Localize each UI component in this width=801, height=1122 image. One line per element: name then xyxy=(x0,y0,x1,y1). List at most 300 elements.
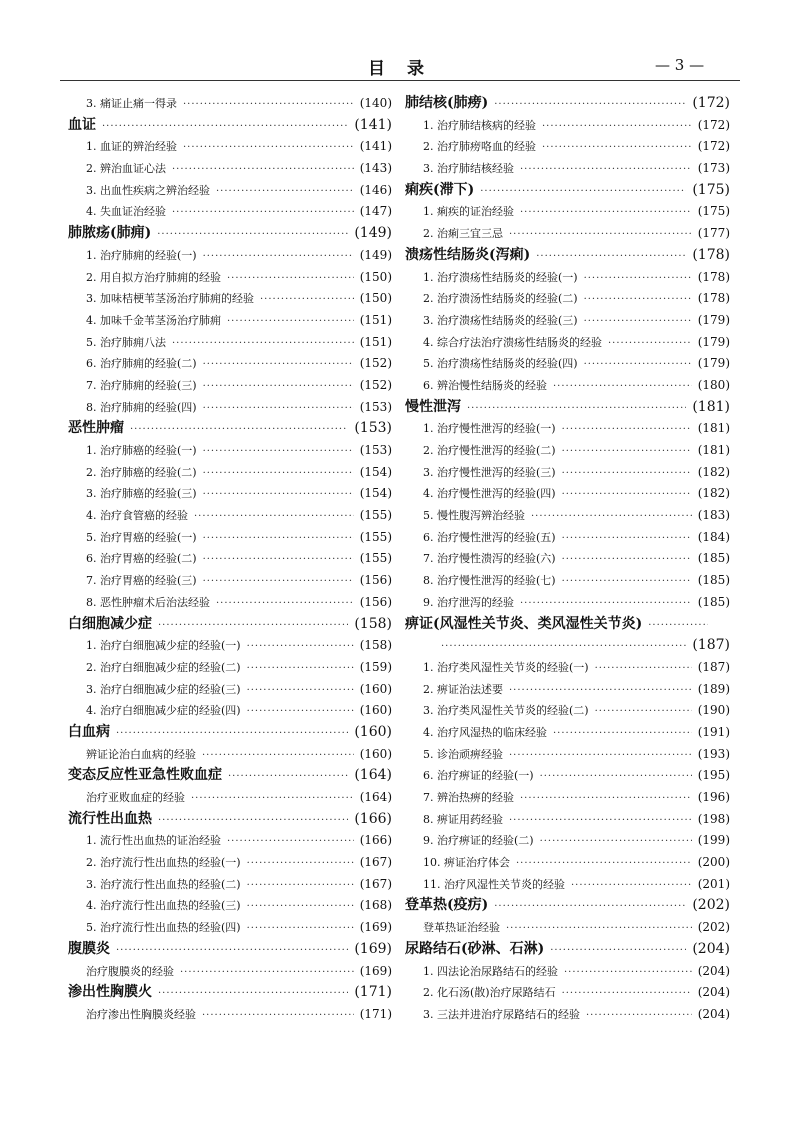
toc-entry[interactable] xyxy=(405,765,730,787)
toc-entry-text: 3. 出血性疾病之辨治经验 xyxy=(86,183,210,197)
toc-page-number: ( 140 ) xyxy=(360,93,392,115)
dot-leader xyxy=(247,875,354,897)
toc-heading-text: 登革热(疫疠) xyxy=(405,897,489,914)
toc-entry-text: 6. 治疗慢性泄泻的经验(五) xyxy=(423,530,556,544)
dot-leader xyxy=(183,137,354,159)
dot-leader xyxy=(595,658,692,680)
toc-entry[interactable] xyxy=(68,267,392,289)
toc-heading-text: 溃疡性结肠炎(泻痢) xyxy=(405,246,531,263)
toc-entry-text: 登革热证治经验 xyxy=(423,921,500,935)
toc-page-number: ( 178 ) xyxy=(698,288,730,310)
dot-leader xyxy=(584,311,692,333)
toc-entry-text: 1. 治疗慢性泄泻的经验(一) xyxy=(423,422,556,436)
toc-page-number: ( 155 ) xyxy=(360,548,392,570)
dot-leader xyxy=(531,506,692,528)
toc-entry[interactable] xyxy=(405,375,730,397)
toc-page-number: ( 164 ) xyxy=(354,765,392,787)
toc-page-number: ( 166 ) xyxy=(354,809,392,831)
toc-page-number: ( 187 ) xyxy=(698,657,730,679)
toc-entry[interactable] xyxy=(68,136,392,158)
toc-page-number: ( 156 ) xyxy=(360,592,392,614)
dot-leader xyxy=(247,896,354,918)
toc-entry[interactable] xyxy=(68,657,392,679)
toc-entry-text: 7. 治疗肺痈的经验(三) xyxy=(86,378,197,392)
toc-entry-text: 4. 治疗慢性泄泻的经验(四) xyxy=(423,487,556,501)
dot-leader xyxy=(509,224,692,246)
toc-page-number: ( 172 ) xyxy=(692,93,730,115)
toc-entry-text: 8. 痹证用药经验 xyxy=(423,812,503,826)
toc-heading-text: 腹膜炎 xyxy=(68,940,110,957)
toc-entry[interactable] xyxy=(405,592,730,614)
toc-entry[interactable] xyxy=(68,700,392,722)
toc-entry-text: 治疗渗出性胸膜炎经验 xyxy=(86,1007,196,1021)
toc-entry-text: 治疗亚败血症的经验 xyxy=(86,791,185,804)
toc-entry-text: 3. 治疗溃疡性结肠炎的经验(三) xyxy=(423,313,578,327)
toc-entry-text: 1. 流行性出血热的证治经验 xyxy=(86,834,221,848)
dot-leader xyxy=(494,94,686,116)
toc-page-number: ( 154 ) xyxy=(360,462,392,484)
toc-entry-text: 2. 辨治血证心法 xyxy=(86,162,166,176)
toc-entry-text: 3. 痛证止痛一得录 xyxy=(86,97,177,110)
toc-entry-text: 6. 治疗肺痈的经验(二) xyxy=(86,357,197,371)
toc-entry[interactable] xyxy=(68,635,392,657)
toc-page-number: ( 156 ) xyxy=(360,570,392,592)
toc-entry-text: 4. 治疗白细胞减少症的经验(四) xyxy=(86,704,241,718)
toc-entry-text: 1. 治疗类风湿性关节炎的经验(一) xyxy=(423,660,589,674)
toc-entry[interactable] xyxy=(68,180,392,202)
toc-entry-text: 2. 化石汤(散)治疗尿路结石 xyxy=(423,986,556,1000)
toc-page-number: ( 198 ) xyxy=(698,809,730,831)
dot-leader xyxy=(562,528,692,550)
dot-leader xyxy=(553,723,692,745)
toc-page-number: ( 141 ) xyxy=(354,115,392,137)
toc-entry-text: 11. 治疗风湿性关节炎的经验 xyxy=(423,877,565,891)
toc-entry-text: 4. 治疗流行性出血热的经验(三) xyxy=(86,899,241,913)
toc-page-number: ( 183 ) xyxy=(698,505,730,527)
toc-page-number: ( 175 ) xyxy=(692,180,730,202)
toc-entry-text: 2. 治疗肺癌的经验(二) xyxy=(86,465,197,479)
dot-leader xyxy=(202,745,354,767)
dot-leader xyxy=(506,918,692,940)
toc-page-number: ( 172 ) xyxy=(698,136,730,158)
toc-page-number: ( 189 ) xyxy=(698,679,730,701)
toc-entry-text: 1. 治疗肺痈的经验(一) xyxy=(86,248,197,262)
toc-page-number: ( 185 ) xyxy=(698,592,730,614)
toc-page-number: ( 187 ) xyxy=(692,635,730,657)
toc-entry[interactable] xyxy=(68,310,392,332)
toc-entry[interactable] xyxy=(405,223,730,245)
toc-page-number: ( 182 ) xyxy=(698,462,730,484)
toc-page-number: ( 201 ) xyxy=(698,874,730,896)
dot-leader xyxy=(540,766,692,788)
toc-entry[interactable] xyxy=(405,700,730,722)
toc-heading[interactable] xyxy=(68,614,392,636)
toc-entry[interactable] xyxy=(68,158,392,180)
toc-entry[interactable] xyxy=(405,418,730,440)
toc-entry[interactable] xyxy=(68,895,392,917)
toc-entry-text: 3. 治疗肺癌的经验(三) xyxy=(86,487,197,501)
toc-entry[interactable] xyxy=(405,961,730,983)
toc-entry[interactable] xyxy=(405,440,730,462)
toc-entry-text: 5. 治疗溃疡性结肠炎的经验(四) xyxy=(423,357,578,371)
dot-leader xyxy=(130,419,348,441)
toc-heading[interactable] xyxy=(68,765,392,787)
toc-page-number: ( 159 ) xyxy=(360,657,392,679)
toc-entry-text: 7. 治疗慢性溃泻的经验(六) xyxy=(423,552,556,566)
toc-page-number: ( 202 ) xyxy=(698,917,730,939)
toc-page-number: ( 175 ) xyxy=(698,201,730,223)
toc-entry-text: 2. 治疗白细胞减少症的经验(二) xyxy=(86,660,241,674)
toc-heading[interactable] xyxy=(68,418,392,440)
toc-entry[interactable] xyxy=(405,527,730,549)
toc-entry[interactable] xyxy=(68,570,392,592)
toc-entry[interactable] xyxy=(405,874,730,896)
toc-entry[interactable] xyxy=(405,505,730,527)
toc-page-number: ( 149 ) xyxy=(354,223,392,245)
toc-heading[interactable] xyxy=(405,895,730,917)
dot-leader xyxy=(571,875,692,897)
toc-page-number: ( 184 ) xyxy=(698,527,730,549)
toc-page-number: ( 185 ) xyxy=(698,570,730,592)
toc-entry-text: 1. 血证的辨治经验 xyxy=(86,140,177,154)
toc-entry-text: 4. 失血证治经验 xyxy=(86,205,166,219)
dot-leader xyxy=(509,745,692,767)
toc-entry[interactable] xyxy=(405,982,730,1004)
toc-page-number: ( 204 ) xyxy=(698,982,730,1004)
dot-leader xyxy=(542,137,692,159)
toc-entry-text: 5. 慢性腹泻辨治经验 xyxy=(423,509,525,523)
toc-column-right xyxy=(405,93,730,1026)
toc-page-number: ( 173 ) xyxy=(698,158,730,180)
toc-entry[interactable] xyxy=(68,288,392,310)
toc-page-number: ( 193 ) xyxy=(698,744,730,766)
toc-entry-text: 治疗腹膜炎的经验 xyxy=(86,964,174,978)
toc-entry[interactable] xyxy=(68,679,392,701)
dot-leader xyxy=(516,853,692,875)
dot-leader xyxy=(584,268,692,290)
toc-heading[interactable] xyxy=(68,223,392,245)
dot-leader xyxy=(542,116,692,138)
toc-page-number: ( 168 ) xyxy=(360,895,392,917)
toc-entry[interactable] xyxy=(68,1004,392,1026)
dot-leader xyxy=(203,571,354,593)
dot-leader xyxy=(595,701,692,723)
dot-leader xyxy=(180,962,354,984)
toc-entry-text: 4. 加味千金苇茎汤治疗肺痈 xyxy=(86,313,221,327)
toc-page-number: ( 153 ) xyxy=(360,440,392,462)
dot-leader xyxy=(586,1005,692,1027)
dot-leader xyxy=(116,723,348,745)
dot-leader xyxy=(172,333,354,355)
toc-heading[interactable] xyxy=(68,809,392,831)
dot-leader xyxy=(203,441,354,463)
toc-entry[interactable] xyxy=(405,830,730,852)
toc-entry[interactable] xyxy=(68,787,392,809)
dot-leader xyxy=(562,419,692,441)
toc-entry-text: 1. 痢疾的证治经验 xyxy=(423,205,514,219)
toc-entry-text: 5. 治疗肺痈八法 xyxy=(86,335,166,349)
toc-page-number: ( 141 ) xyxy=(360,136,392,158)
toc-entry-text: 9. 治疗痹证的经验(二) xyxy=(423,834,534,848)
toc-entry-text: 3. 三法并进治疗尿路结石的经验 xyxy=(423,1007,580,1021)
dot-leader xyxy=(227,268,354,290)
toc-entry[interactable] xyxy=(68,462,392,484)
toc-entry[interactable] xyxy=(405,310,730,332)
toc-entry-text: 2. 痹证治法述要 xyxy=(423,682,503,696)
dot-leader xyxy=(584,354,692,376)
dot-leader xyxy=(562,463,692,485)
toc-entry[interactable] xyxy=(405,288,730,310)
toc-heading[interactable] xyxy=(405,93,730,115)
dot-leader xyxy=(520,593,692,615)
toc-page-number: ( 178 ) xyxy=(692,245,730,267)
toc-entry[interactable] xyxy=(68,527,392,549)
toc-entry[interactable] xyxy=(405,332,730,354)
toc-page-number: ( 180 ) xyxy=(698,375,730,397)
toc-entry[interactable] xyxy=(68,353,392,375)
dot-leader xyxy=(520,159,692,181)
toc-entry[interactable] xyxy=(68,397,392,419)
dot-leader xyxy=(467,398,686,420)
toc-entry-text: 8. 治疗肺痈的经验(四) xyxy=(86,400,197,414)
dot-leader xyxy=(441,636,686,658)
dot-leader xyxy=(584,289,692,311)
dot-leader xyxy=(194,506,354,528)
toc-entry[interactable] xyxy=(68,744,392,766)
dot-leader xyxy=(562,441,692,463)
toc-heading-text: 痹证(风湿性关节炎、类风湿性关节炎) xyxy=(405,615,643,632)
toc-entry[interactable] xyxy=(405,787,730,809)
header-rule xyxy=(60,80,740,81)
toc-page-number: ( 178 ) xyxy=(698,267,730,289)
toc-heading-text: 白血病 xyxy=(68,723,110,740)
toc-page-number: ( 200 ) xyxy=(698,852,730,874)
dot-leader xyxy=(172,202,354,224)
toc-page-number: ( 150 ) xyxy=(360,267,392,289)
toc-page-number: ( 190 ) xyxy=(698,700,730,722)
toc-entry[interactable] xyxy=(68,830,392,852)
toc-entry-text: 6. 辨治慢性结肠炎的经验 xyxy=(423,378,547,392)
toc-entry[interactable] xyxy=(405,353,730,375)
toc-heading[interactable] xyxy=(68,982,392,1004)
toc-page-number: ( 160 ) xyxy=(360,700,392,722)
toc-entry-text: 3. 治疗白细胞减少症的经验(三) xyxy=(86,682,241,696)
dot-leader xyxy=(247,658,354,680)
dot-leader xyxy=(203,528,354,550)
toc-entry[interactable] xyxy=(405,548,730,570)
dot-leader xyxy=(520,788,692,810)
toc-entry[interactable] xyxy=(405,657,730,679)
toc-entry[interactable] xyxy=(68,440,392,462)
toc-heading[interactable] xyxy=(68,939,392,961)
toc-heading-text: 白细胞减少症 xyxy=(68,615,152,632)
toc-entry[interactable] xyxy=(405,483,730,505)
toc-entry[interactable] xyxy=(405,267,730,289)
toc-page-number: ( 181 ) xyxy=(698,440,730,462)
toc-entry[interactable] xyxy=(68,375,392,397)
toc-heading[interactable] xyxy=(405,939,730,961)
toc-page-number: ( 146 ) xyxy=(360,180,392,202)
toc-page-number: ( 167 ) xyxy=(360,852,392,874)
toc-page-number: ( 202 ) xyxy=(692,895,730,917)
toc-heading-text: 肺结核(肺痨) xyxy=(405,95,489,111)
toc-heading[interactable] xyxy=(405,245,730,267)
dot-leader xyxy=(191,788,354,810)
toc-entry-text: 7. 辨治热痹的经验 xyxy=(423,791,514,804)
toc-entry[interactable] xyxy=(405,722,730,744)
toc-heading-text: 尿路结石(砂淋、石淋) xyxy=(405,940,545,957)
toc-entry-text: 3. 治疗流行性出血热的经验(二) xyxy=(86,877,241,891)
toc-entry-text: 3. 加味桔梗苇茎汤治疗肺痈的经验 xyxy=(86,292,254,306)
toc-entry[interactable] xyxy=(405,852,730,874)
toc-page-number: ( 181 ) xyxy=(692,397,730,419)
toc-page-number: ( 196 ) xyxy=(698,787,730,809)
toc-page-number: ( 169 ) xyxy=(360,917,392,939)
toc-page-number: ( 169 ) xyxy=(354,939,392,961)
toc-entry-text: 2. 治疗肺痨咯血的经验 xyxy=(423,140,536,154)
toc-page-number: ( 171 ) xyxy=(354,982,392,1004)
toc-entry-text: 3. 治疗类风湿性关节炎的经验(二) xyxy=(423,704,589,718)
toc-entry[interactable] xyxy=(405,201,730,223)
toc-page-number: ( 182 ) xyxy=(698,483,730,505)
dot-leader xyxy=(157,224,348,246)
toc-entry-text: 10. 痹证治疗体会 xyxy=(423,856,510,870)
toc-entry[interactable] xyxy=(68,332,392,354)
toc-entry-text: 1. 治疗白细胞减少症的经验(一) xyxy=(86,639,241,653)
toc-entry[interactable] xyxy=(68,93,392,115)
toc-page-number: ( 158 ) xyxy=(360,635,392,657)
toc-page-number: ( 160 ) xyxy=(354,722,392,744)
toc-page-number: ( 160 ) xyxy=(360,744,392,766)
toc-heading[interactable] xyxy=(405,397,730,419)
toc-entry-text: 5. 治疗流行性出血热的经验(四) xyxy=(86,921,241,935)
dot-leader xyxy=(158,615,348,637)
toc-entry[interactable] xyxy=(405,917,730,939)
toc-page-number: ( 154 ) xyxy=(360,483,392,505)
dot-leader xyxy=(509,810,692,832)
toc-entry-text: 6. 治疗胃癌的经验(二) xyxy=(86,552,197,566)
toc-page-number: ( 195 ) xyxy=(698,765,730,787)
dot-leader xyxy=(260,289,354,311)
header-title: 目录 xyxy=(368,59,446,79)
toc-entry-text: 4. 综合疗法治疗溃疡性结肠炎的经验 xyxy=(423,335,602,349)
dot-leader xyxy=(203,246,354,268)
dot-leader xyxy=(520,202,692,224)
dot-leader xyxy=(562,549,692,571)
toc-entry[interactable] xyxy=(68,852,392,874)
toc-page-number: ( 171 ) xyxy=(360,1004,392,1026)
dot-leader xyxy=(536,246,686,268)
toc-column-left xyxy=(68,93,392,1026)
toc-entry[interactable] xyxy=(405,570,730,592)
toc-page-number: ( 152 ) xyxy=(360,375,392,397)
toc-page-number: ( 160 ) xyxy=(360,679,392,701)
dot-leader xyxy=(202,1005,354,1027)
dot-leader xyxy=(564,962,692,984)
toc-entry-text: 2. 治痢三宜三忌 xyxy=(423,227,503,241)
dot-leader xyxy=(158,810,348,832)
toc-page-number: ( 179 ) xyxy=(698,332,730,354)
toc-page-number: ( 185 ) xyxy=(698,548,730,570)
toc-entry[interactable] xyxy=(405,136,730,158)
toc-entry-text: 3. 治疗肺结核经验 xyxy=(423,162,514,176)
toc-entry[interactable] xyxy=(68,592,392,614)
toc-entry[interactable] xyxy=(405,679,730,701)
toc-page-number: ( 143 ) xyxy=(360,158,392,180)
dot-leader xyxy=(540,831,692,853)
toc-entry[interactable] xyxy=(68,874,392,896)
toc-page-number: ( 179 ) xyxy=(698,353,730,375)
toc-entry[interactable] xyxy=(68,505,392,527)
toc-heading-continuation xyxy=(405,635,730,657)
toc-heading-text: 变态反应性亚急性败血症 xyxy=(68,767,222,784)
toc-heading[interactable] xyxy=(68,722,392,744)
toc-entry[interactable] xyxy=(68,201,392,223)
toc-heading-text: 痢疾(滞下) xyxy=(405,181,475,198)
dot-leader xyxy=(203,549,354,571)
toc-entry[interactable] xyxy=(405,115,730,137)
toc-entry[interactable] xyxy=(405,809,730,831)
toc-page-number: ( 164 ) xyxy=(360,787,392,809)
toc-entry[interactable] xyxy=(68,548,392,570)
toc-page-number: ( 147 ) xyxy=(360,201,392,223)
toc-entry[interactable] xyxy=(68,245,392,267)
dot-leader xyxy=(562,571,692,593)
toc-page-number: ( 199 ) xyxy=(698,830,730,852)
toc-entry[interactable] xyxy=(68,483,392,505)
toc-entry[interactable] xyxy=(405,744,730,766)
dot-leader xyxy=(227,831,354,853)
toc-entry-text: 2. 用自拟方治疗肺痈的经验 xyxy=(86,270,221,284)
toc-entry-text: 8. 治疗慢性泄泻的经验(七) xyxy=(423,574,556,588)
toc-heading-text: 流行性出血热 xyxy=(68,810,152,827)
toc-heading-text: 恶性肿瘤 xyxy=(68,420,124,437)
toc-entry-text: 1. 治疗溃疡性结肠炎的经验(一) xyxy=(423,270,578,284)
toc-entry-text: 5. 诊治顽痹经验 xyxy=(423,747,503,761)
toc-entry-text: 1. 四法论治尿路结石的经验 xyxy=(423,964,558,978)
toc-heading-text: 渗出性胸膜火 xyxy=(68,984,152,1001)
toc-heading[interactable] xyxy=(405,614,730,636)
dot-leader xyxy=(228,766,348,788)
toc-heading[interactable] xyxy=(405,180,730,202)
toc-heading[interactable] xyxy=(68,115,392,137)
toc-page-number: ( 149 ) xyxy=(360,245,392,267)
dot-leader xyxy=(102,116,348,138)
toc-page-number: ( 204 ) xyxy=(698,1004,730,1026)
toc-page-number: ( 166 ) xyxy=(360,830,392,852)
toc-entry[interactable] xyxy=(405,462,730,484)
toc-entry[interactable] xyxy=(405,158,730,180)
toc-entry[interactable] xyxy=(405,1004,730,1026)
toc-heading-text: 慢性泄泻 xyxy=(405,398,461,415)
dot-leader xyxy=(203,484,354,506)
dot-leader xyxy=(247,918,354,940)
toc-entry-text: 2. 治疗慢性泄泻的经验(二) xyxy=(423,444,556,457)
toc-entry-text: 辨证论治白血病的经验 xyxy=(86,747,196,761)
toc-entry-text: 2. 治疗溃汤性结肠炎的经验(二) xyxy=(423,292,578,306)
toc-entry[interactable] xyxy=(68,961,392,983)
toc-page-number: ( 152 ) xyxy=(360,353,392,375)
toc-entry-text: 4. 治疗食管癌的经验 xyxy=(86,509,188,523)
toc-entry-text: 2. 治疗流行性出血热的经验(一) xyxy=(86,856,241,870)
dot-leader xyxy=(550,940,686,962)
toc-page-number: ( 155 ) xyxy=(360,505,392,527)
toc-page-number: ( 204 ) xyxy=(698,961,730,983)
toc-entry[interactable] xyxy=(68,917,392,939)
toc-page-number: ( 151 ) xyxy=(360,332,392,354)
toc-entry-text: 8. 恶性肿瘤术后治法经验 xyxy=(86,595,210,609)
toc-page-number: ( 179 ) xyxy=(698,310,730,332)
